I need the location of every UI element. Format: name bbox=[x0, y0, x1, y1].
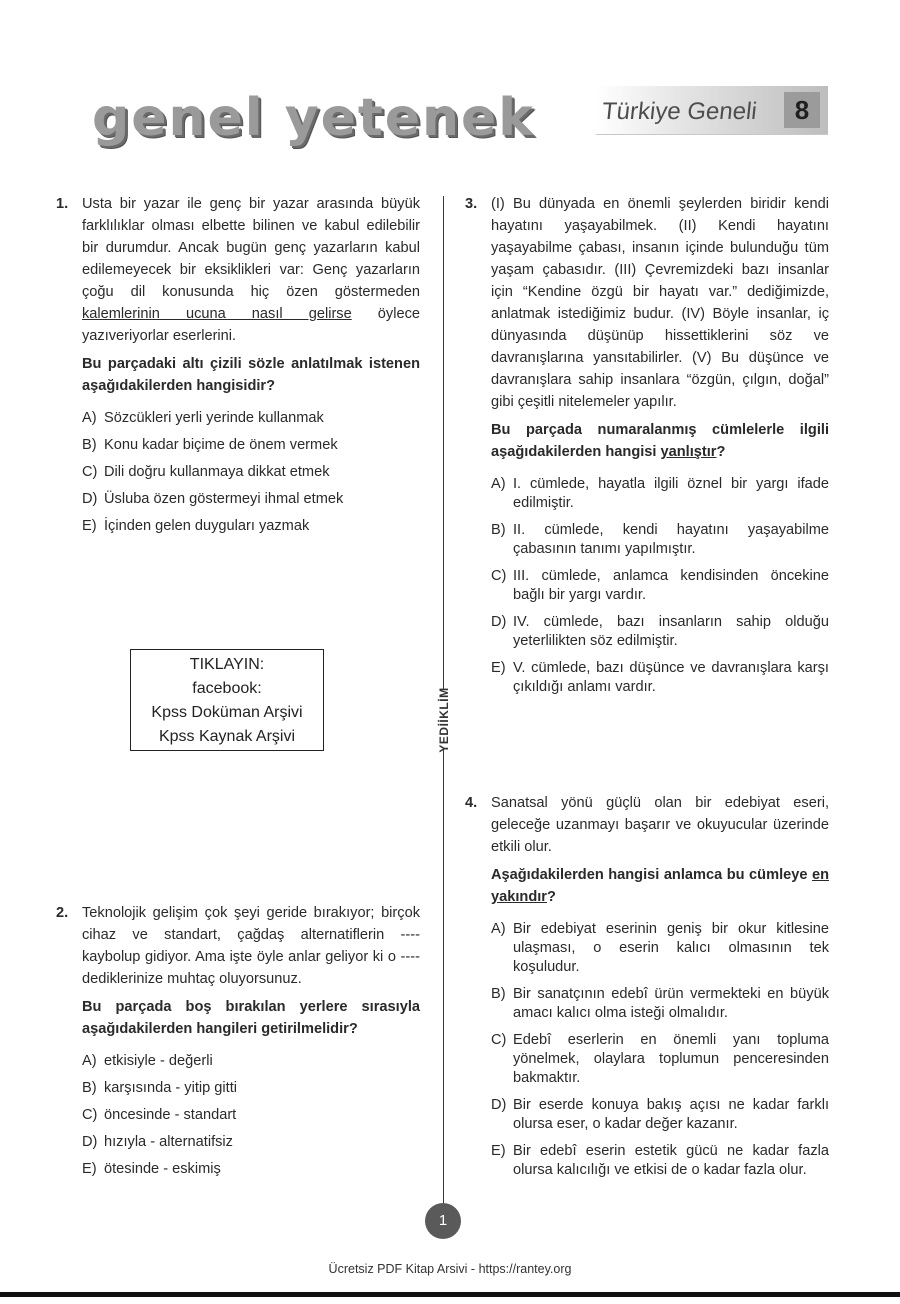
answer-option-c[interactable]: C) öncesinde - standart bbox=[82, 1107, 237, 1123]
underlined-keyword: yanlıştır bbox=[660, 444, 717, 460]
answer-option-d[interactable]: D) Üsluba özen göstermeyi ihmal etmek bbox=[82, 491, 344, 507]
question-2 bbox=[56, 902, 420, 1187]
question-text: Sanatsal yönü güçlü olan bir edebiyat eseri, geleceğe uzanmayı başarır ve okuyucular üzerinde etkili olur. bbox=[491, 795, 829, 855]
bottom-bar bbox=[0, 1292, 900, 1297]
answer-option-b[interactable]: B) Konu kadar biçime de önem vermek bbox=[82, 437, 338, 453]
notice-line: Kpss Kaynak Arşivi bbox=[158, 728, 296, 745]
answer-option-c[interactable]: C) Dili doğru kullanmaya dikkat etmek bbox=[82, 464, 330, 480]
exam-badge-label: Türkiye Geneli bbox=[600, 98, 759, 125]
answer-options bbox=[82, 1052, 420, 1179]
answer-option-c[interactable]: C) Edebî eserlerin en önemli yanı topluma yönelmek, olaylara toplumun penceresinden bakmaktır. bbox=[491, 1032, 829, 1086]
answer-option-a[interactable]: A) etkisiyle - değerli bbox=[82, 1053, 213, 1069]
question-text: Usta bir yazar ile genç bir yazar arasında büyük farklılıklar olması elbette bilinen ve kabul edilebilir bir durumdur. Ancak bugün genç yazarların kabul edilemeyecek bir eksiklikleri var: Genç yazarların çoğu dil konusunda hiç özen göstermeden kalemlerinin ucuna nasıl gelirse öylece yazıveriyorlar eserlerini. bbox=[82, 196, 420, 344]
question-prompt: Bu parçada boş bırakılan yerlere sırasıyla aşağıdakilerden hangileri getirilmelidir? bbox=[82, 999, 420, 1037]
question-prompt: Bu parçadaki altı çizili sözle anlatılmak istenen aşağıdakilerden hangisidir? bbox=[82, 356, 420, 394]
answer-options bbox=[491, 920, 829, 1180]
notice-line: TIKLAYIN: bbox=[189, 656, 265, 673]
answer-option-b[interactable]: B) II. cümlede, kendi hayatını yaşayabilme çabasının tanımı yapılmıştır. bbox=[491, 522, 829, 557]
exam-badge-number: 8 bbox=[784, 92, 820, 128]
answer-options bbox=[82, 409, 420, 536]
answer-option-d[interactable]: D) Bir eserde konuya bakış açısı ne kadar farklı olursa eser, o kadar değer kazanır. bbox=[491, 1097, 829, 1132]
question-prompt: Bu parçada numaralanmış cümlelerle ilgili aşağıdakilerden hangisi yanlıştır? bbox=[491, 422, 829, 460]
answer-option-c[interactable]: C) III. cümlede, anlamca kendisinden öncekine bağlı bir yargı vardır. bbox=[491, 568, 829, 603]
page-header-title: genel yetenek bbox=[92, 88, 535, 148]
answer-option-e[interactable]: E) İçinden gelen duyguları yazmak bbox=[82, 518, 310, 534]
question-3 bbox=[465, 193, 829, 705]
answer-option-a[interactable]: A) I. cümlede, hayatla ilgili öznel bir yargı ifade edilmiştir. bbox=[491, 476, 829, 511]
question-number: 1. bbox=[56, 196, 69, 212]
underlined-keyword: en yakındır bbox=[491, 867, 829, 905]
notice-box bbox=[130, 649, 324, 751]
publisher-brand-vertical bbox=[432, 687, 456, 753]
question-prompt: Aşağıdakilerden hangisi anlamca bu cümleye en yakındır? bbox=[491, 867, 829, 905]
answer-option-a[interactable]: A) Bir edebiyat eserinin geniş bir okur kitlesine ulaşması, o eserin kalıcı olmasının tek koşuludur. bbox=[491, 921, 829, 975]
question-number: 2. bbox=[56, 905, 69, 921]
answer-option-a[interactable]: A) Sözcükleri yerli yerinde kullanmak bbox=[82, 410, 324, 426]
answer-option-e[interactable]: E) ötesinde - eskimiş bbox=[82, 1161, 221, 1177]
publisher-brand-text: YEDİİKLİM bbox=[437, 687, 451, 753]
answer-option-b[interactable]: B) karşısında - yitip gitti bbox=[82, 1080, 238, 1096]
footer-text: Ücretsiz PDF Kitap Arsivi - https://rantey.org bbox=[328, 1262, 572, 1276]
notice-line: facebook: bbox=[192, 680, 262, 697]
question-text: (I) Bu dünyada en önemli şeylerden biridir kendi hayatını yaşayabilmek. (II) Kendi hayatını yaşayabilme çabası, insanın içinde bulunduğu tüm yaşam çabasıdır. (III) Çevremizdeki bazı insanlar için “Kendine özgü bir hayatı var.” dediğimizde, anlatmak istediğimiz budur. (IV) Böyle insanlar, iç dünyasında düşünüp hissettiklerini söz ve davranışlarına yansıtabilirler. (V) Bu düşünce ve davranışlara sahip insanlara “özgün, çılgın, doğal” gibi çeşitli nitelemeler yapılır. bbox=[491, 196, 829, 410]
answer-option-e[interactable]: E) V. cümlede, bazı düşünce ve davranışlara karşı çıkıldığı anlamı vardır. bbox=[491, 660, 829, 695]
question-text: Teknolojik gelişim çok şeyi geride bırakıyor; birçok cihaz ve standart, çağdaş alternatiflerin ---- kaybolup gidiyor. Ama işte öyle anlar geliyor ki o ---- dediklerinize muhtaç oluyorsunuz. bbox=[82, 905, 420, 987]
answer-option-e[interactable]: E) Bir edebî eserin estetik gücü ne kadar fazla olursa kalıcılığı ve etkisi de o kadar fazla olur. bbox=[491, 1143, 829, 1178]
question-4 bbox=[465, 792, 829, 1188]
answer-option-d[interactable]: D) hızıyla - alternatifsiz bbox=[82, 1134, 233, 1150]
answer-options bbox=[491, 475, 829, 697]
underlined-phrase: kalemlerinin ucuna nasıl gelirse bbox=[82, 306, 352, 322]
notice-line: Kpss Doküman Arşivi bbox=[151, 704, 303, 721]
page-number: 1 bbox=[425, 1203, 461, 1239]
exam-badge bbox=[596, 86, 828, 135]
answer-option-d[interactable]: D) IV. cümlede, bazı insanların sahip olduğu yeterlilikten söz edilmiştir. bbox=[491, 614, 829, 649]
question-number: 3. bbox=[465, 196, 478, 212]
question-1 bbox=[56, 193, 420, 544]
question-number: 4. bbox=[465, 795, 478, 811]
answer-option-b[interactable]: B) Bir sanatçının edebî ürün vermekteki en büyük amacı kalıcı olma isteği olmalıdır. bbox=[491, 986, 829, 1021]
